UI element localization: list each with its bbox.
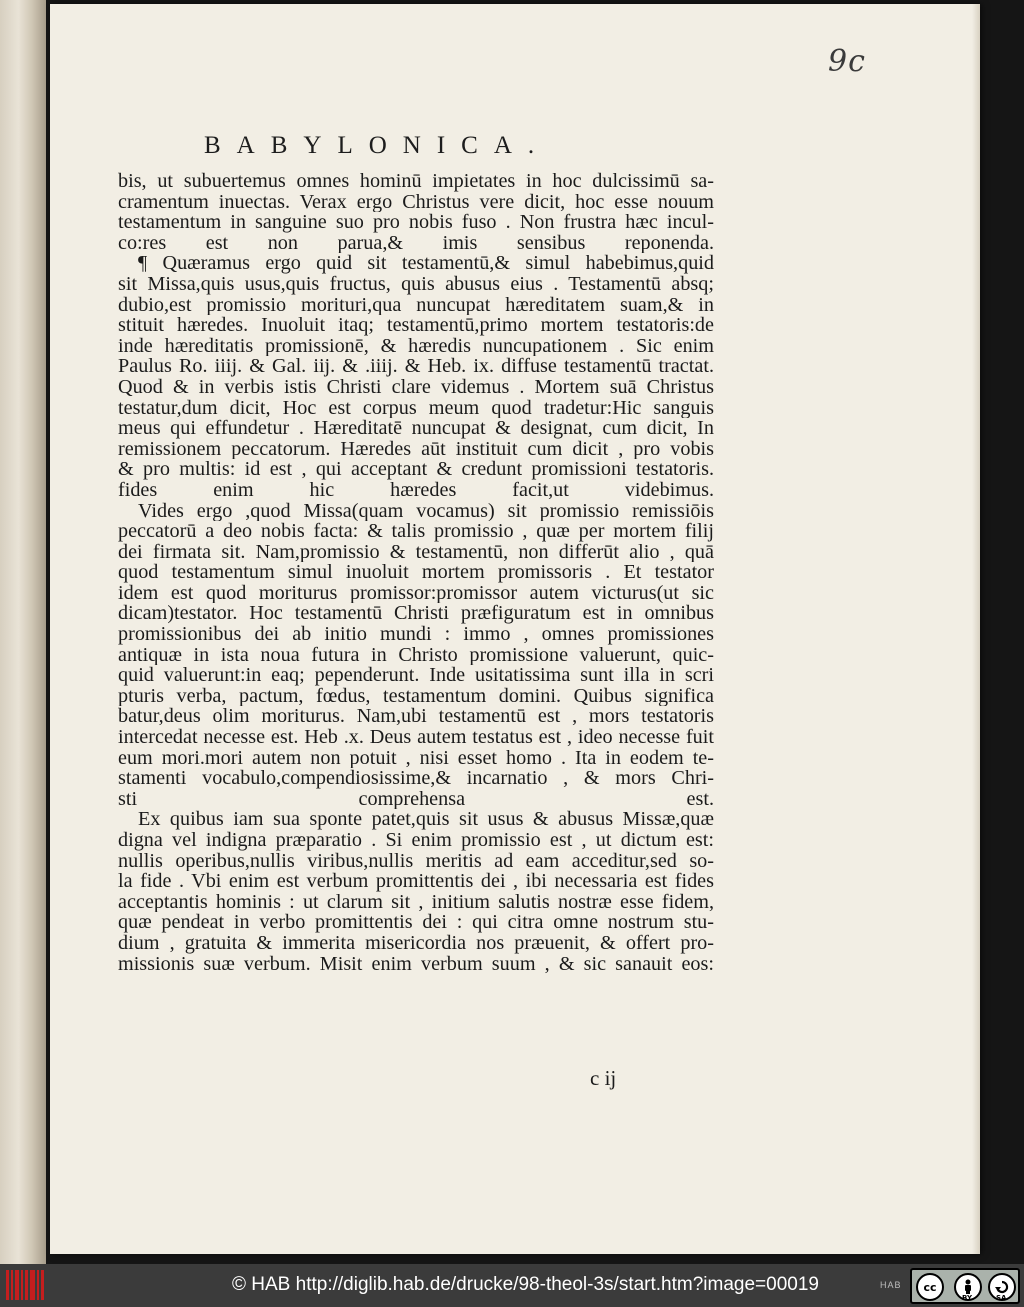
sa-label: SA [996, 1294, 1007, 1302]
facing-page-binding [0, 0, 46, 1264]
text-line: quod testamentum simul inuoluit mortem promissoris . Et testator [118, 562, 714, 583]
text-line: intercedat necesse est. Heb .x. Deus autem testatus est , ideo necesse fuit [118, 727, 714, 748]
text-paragraph [118, 171, 714, 253]
text-line: acceptantis hominis : ut clarum sit , initium salutis nostræ esse fidem, [118, 891, 714, 913]
text-line: testamentum in sanguine suo pro nobis fuso . Non frustra hæc incul- [118, 212, 714, 233]
text-line: bis, ut subuertemus omnes hominū impietates in hoc dulcissimū sa- [118, 171, 714, 192]
text-line: peccatorū a deo nobis facta: & talis promissio , quæ per mortem filij [118, 521, 714, 542]
text-line: cramentum inuectas. Verax ergo Christus vere dicit, hoc esse nouum [118, 191, 714, 213]
text-line: digna vel indigna præparatio . Si enim promissio est , ut dictum est: [118, 830, 714, 851]
hab-logo-icon [6, 1270, 46, 1300]
text-line: pturis verba, pactum, fœdus, testamentum domini. Quibus significa [118, 685, 714, 707]
text-paragraph [118, 253, 714, 500]
footer-bar [0, 1264, 1024, 1307]
text-line: antiquæ in ista noua futura in Christo promissione valuerunt, quic- [118, 644, 714, 666]
text-line: dei firmata sit. Nam,promissio & testamentū, non differūt alio , quā [118, 541, 714, 563]
logo-bar [41, 1270, 44, 1300]
text-line: co:res est non parua,& imis sensibus reponenda. [118, 232, 714, 254]
text-line: Ex quibus iam sua sponte patet,quis sit usus & abusus Missæ,quæ [138, 809, 714, 830]
text-line: dium , gratuita & immerita misericordia nos præuenit, & offert pro- [118, 932, 714, 954]
logo-bar [30, 1270, 35, 1300]
cc-icon: cc [916, 1273, 944, 1301]
text-line: dicam)testator. Hoc testamentū Christi præfiguratum est in omnibus [118, 603, 714, 625]
text-line: sti comprehensa est. [118, 788, 714, 810]
text-line: & pro multis: id est , qui acceptant & credunt promissioni testatoris. [118, 459, 714, 480]
text-line: promissionibus dei ab initio mundi : immo , omnes promissiones [118, 624, 714, 645]
text-line: ¶ Quæramus ergo quid sit testamentū,& simul habebimus,quid [138, 253, 714, 274]
person-icon [961, 1279, 975, 1295]
text-line: Paulus Ro. iiij. & Gal. iij. & .iiij. & Heb. ix. diffuse testamentū tractat. [118, 356, 714, 377]
text-line: nullis operibus,nullis viribus,nullis meritis ad eam acceditur,sed so- [118, 850, 714, 872]
footer-small-mark: HAB [880, 1280, 902, 1290]
logo-bar [15, 1270, 19, 1300]
by-label: BY [962, 1294, 973, 1302]
text-line: stituit hæredes. Inuoluit itaq; testamentū,primo mortem testatoris:de [118, 315, 714, 336]
text-line: remissionem peccatorum. Hæredes aūt instituit cum dicit , pro vobis [118, 438, 714, 460]
page-edge [972, 4, 980, 1254]
text-line: stamenti vocabulo,compendiosissime,& incarnatio , & mors Chri- [118, 768, 714, 789]
logo-bar [25, 1270, 28, 1300]
text-line: batur,deus olim moriturus. Nam,ubi testamentū est , mors testatoris [118, 706, 714, 728]
text-line: quid valuerunt:in eaq; pependerunt. Inde usitatissima sunt illa in scri [118, 665, 714, 686]
cc-license-badge[interactable] [910, 1268, 1020, 1304]
text-line: la fide . Vbi enim est verbum promittentis dei , ibi necessaria est fides [118, 871, 714, 892]
text-line: fides enim hic hæredes facit,ut videbimus. [118, 479, 714, 501]
text-line: meus qui effundetur . Hæreditatē nuncupat & designat, cum dicit, In [118, 418, 714, 439]
copyright-link[interactable]: © HAB http://diglib.hab.de/drucke/98-theol-3s/start.htm?image=00019 [232, 1274, 819, 1295]
text-line: testatur,dum dicit, Hoc est corpus meum quod tradetur:Hic sanguis [118, 397, 714, 419]
text-line: eum mori.mori autem non potuit , nisi esset homo . Ita in eodem te- [118, 747, 714, 769]
folio-number: 9c [828, 44, 866, 79]
text-line: missionis suæ verbum. Misit enim verbum suum , & sic sanauit eos: [118, 953, 714, 975]
text-line: dubio,est promissio morituri,qua nuncupat hæreditatem suam,& in [118, 294, 714, 316]
text-line: inde hæreditatis promissionē, & hæredis nuncupationem . Sic enim [118, 335, 714, 357]
book-page [50, 4, 980, 1254]
text-line: idem est quod moriturus promissor:promissor autem victurus(ut sic [118, 582, 714, 604]
logo-bar [21, 1270, 23, 1300]
main-text-block [118, 171, 714, 974]
text-line: quæ pendeat in verbo promittentis dei : qui citra omne nostrum stu- [118, 912, 714, 933]
logo-bar [11, 1270, 13, 1300]
text-paragraph [118, 809, 714, 974]
share-alike-icon [994, 1279, 1010, 1295]
signature-mark: c ij [590, 1066, 617, 1090]
text-line: Quod & in verbis istis Christi clare videmus . Mortem suā Christus [118, 376, 714, 398]
logo-bar [37, 1270, 39, 1300]
text-line: sit Missa,quis usus,quis fructus, quis abusus eius . Testamentū absq; [118, 273, 714, 295]
logo-bar [6, 1270, 9, 1300]
text-line: Vides ergo ,quod Missa(quam vocamus) sit promissio remissiōis [138, 500, 714, 522]
text-paragraph [118, 501, 714, 810]
running-head: BABYLONICA. [204, 132, 551, 159]
